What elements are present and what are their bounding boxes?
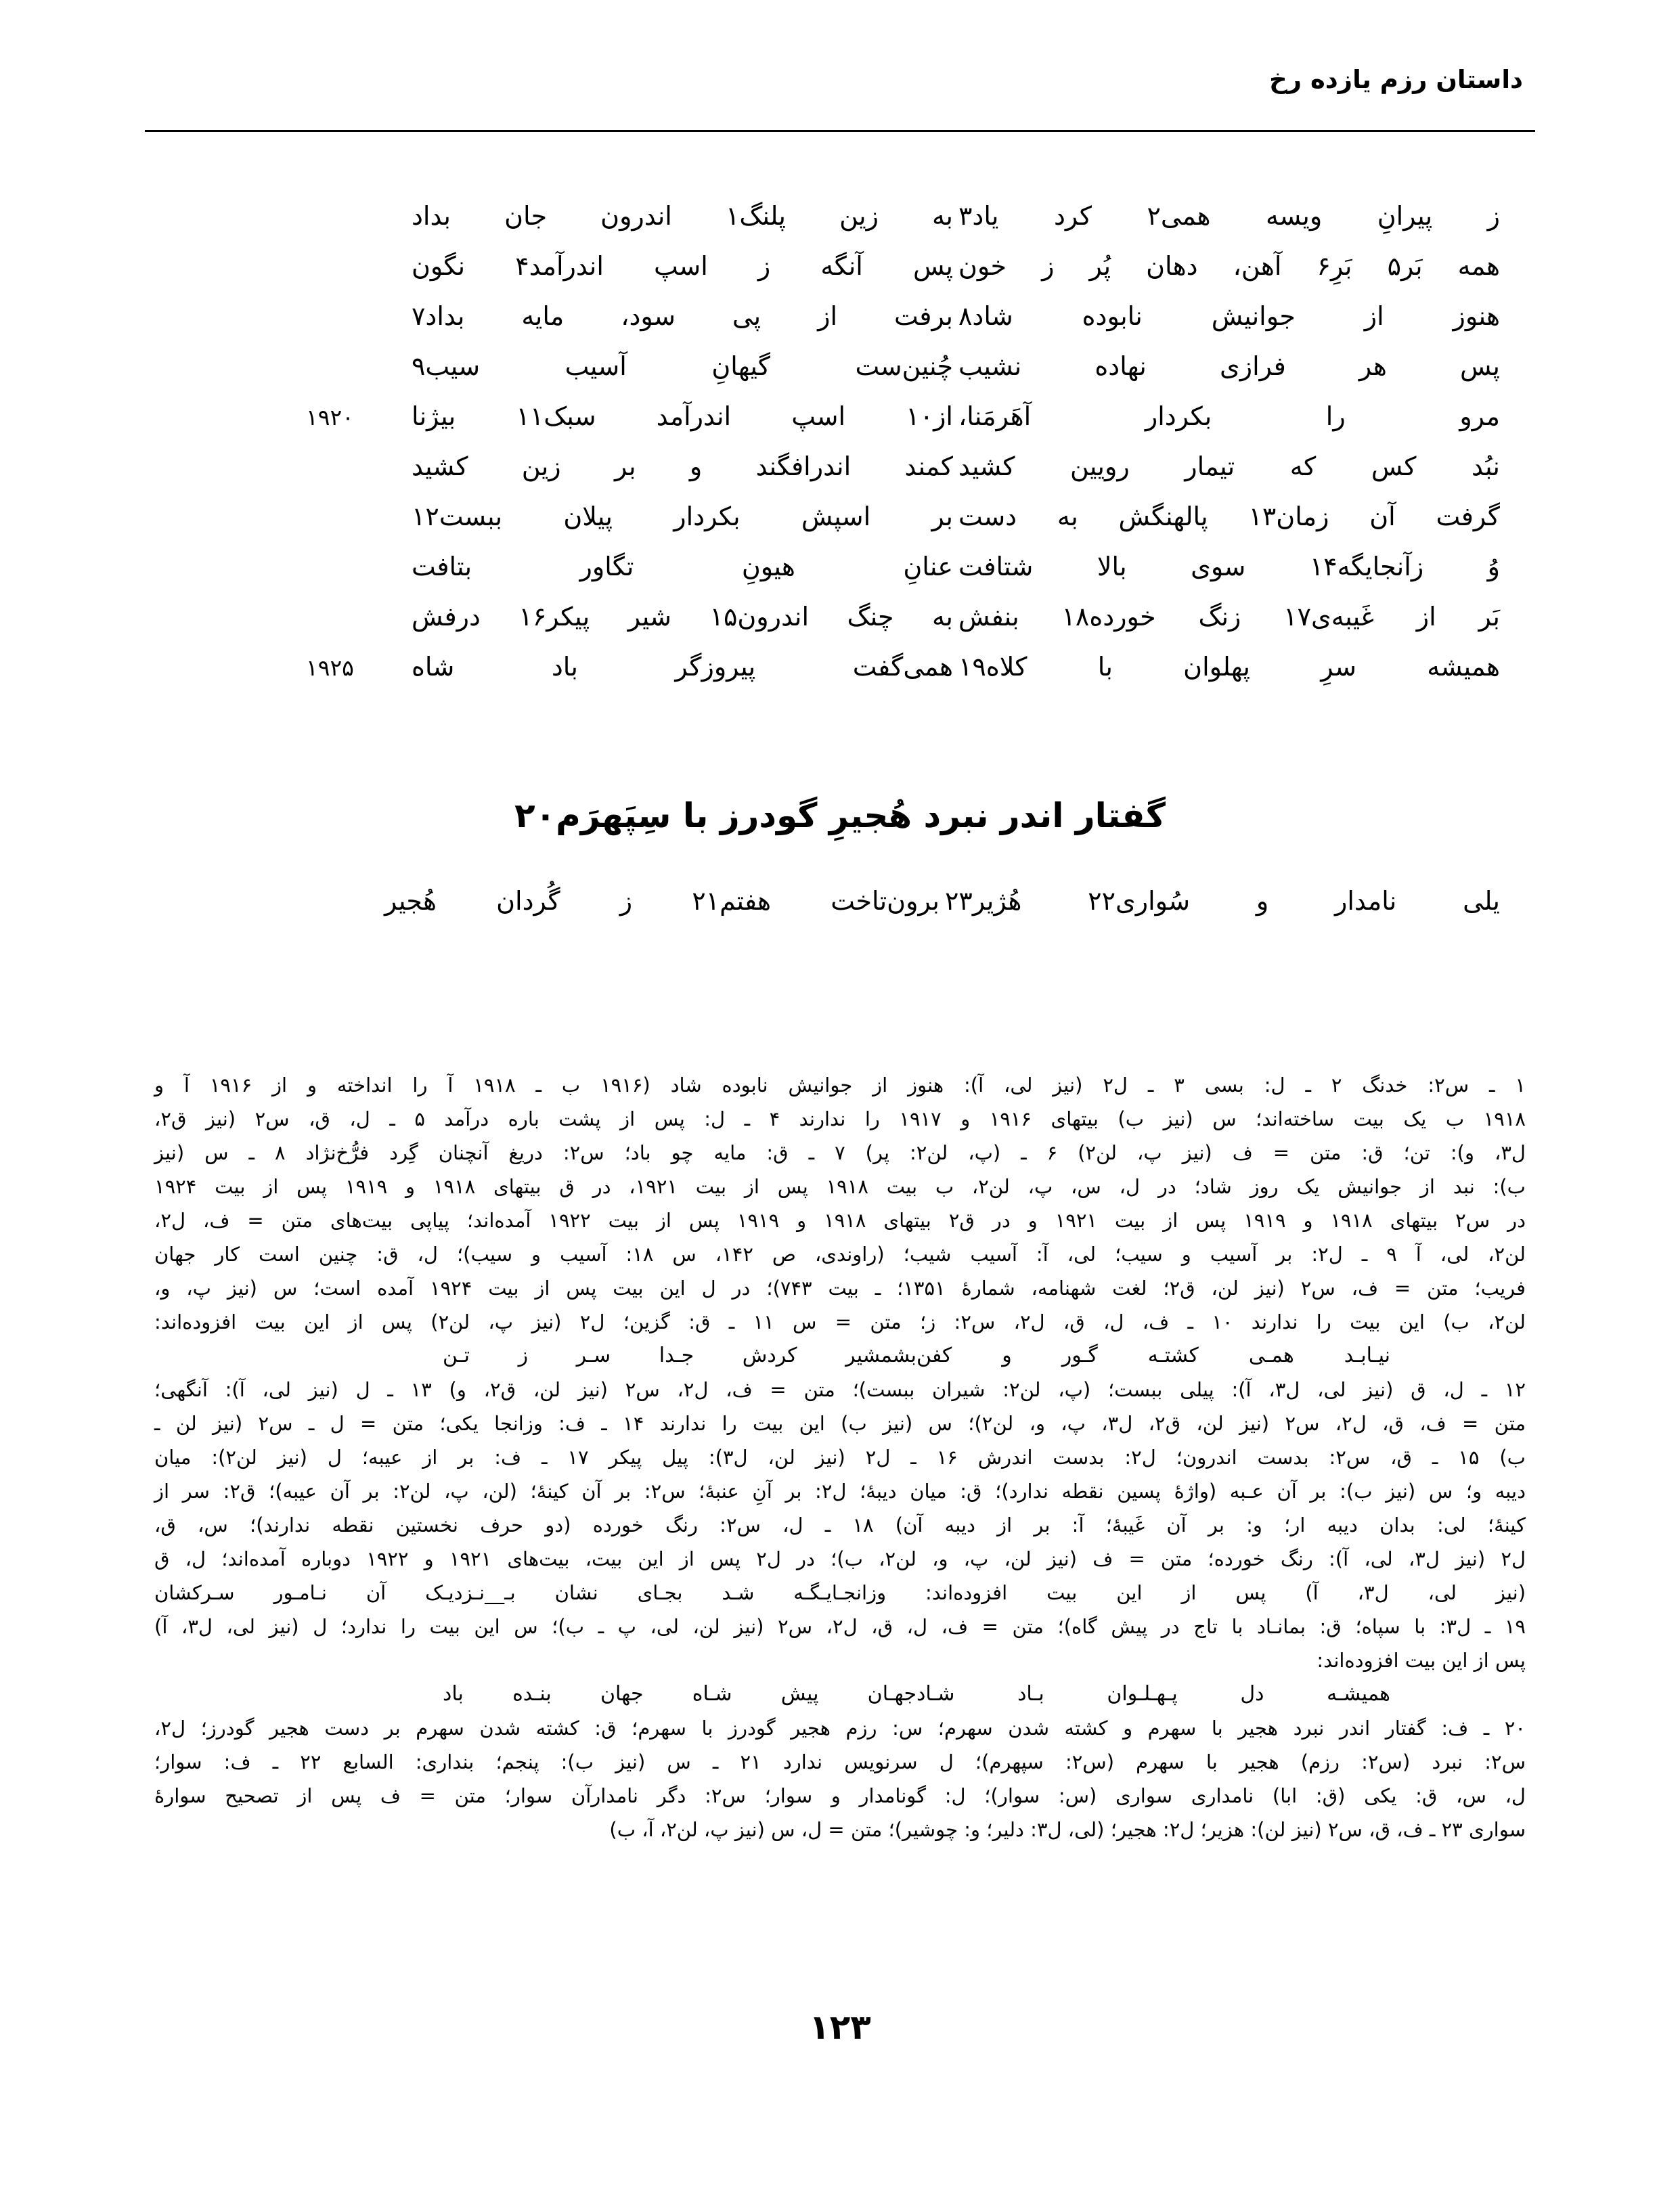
apparatus-line: ۲۰ ـ ف: گفتار اندر نبرد هجیر با سهرم و کشته شدن سهرم؛ س: رزم هجیر گودرز با سهرم؛ ق: کشته شدن سهرم بر دست هجیر گودرز؛ ل۲، [154,1717,1526,1740]
apparatus-line: ل، س، ق: یکی (ق: ابا) نامداری سواری (س: سوار)؛ ل: گونامدار و سوار؛ س۲: دگر نامدارآن سوار؛ متن = ف پس از تصحیح سوارهٔ [154,1784,1526,1807]
verse-block [157,203,1523,704]
hemistich-first: از۱۰ اسپ اندرآمد سبک۱۱ بیژنا [412,401,953,431]
apparatus-line: (نیز لی، ل۳، آ) پس از این بیت افزوده‌اند: وزانجـایـگـه شـد بجـای نشان بـ__نـزدیـک آن نـامـور سـرکشان [154,1581,1526,1604]
quoted-hemistich-second: نیـابـد همـی کشتـه گـور و کفن [916,1344,1390,1367]
hemistich-second: همه بَر۵ بَرِ۶ آهن، دهان پُر ز خون [958,251,1500,281]
verse-line [157,554,1523,604]
apparatus-quoted-verse [154,1677,1526,1711]
hemistich-second: وُ زآنجایگه۱۴ سوی بالا شتافت [958,552,1500,581]
apparatus-line: پس از این بیت افزوده‌اند: [1317,1649,1526,1672]
apparatus-line: ب): نبد از جوانیش یک روز شاد؛ در ل، س، پ، لن۲، ب بیت ۱۹۱۸ پس از بیت ۱۹۲۱، در ق بیتهای ۱۹۱۸ و ۱۹۱۹ پس از بیت ۱۹۲۴ [154,1175,1526,1198]
apparatus-line: سواری ۲۳ ـ ف، ق، س۲ (نیز لن): هزیر؛ ل۲: هجیر؛ (لی، ل۳: دلیر؛ و: چوشیر)؛ متن = ل، س (نیز پ، لن۲، آ، ب) [609,1818,1526,1841]
verse-line [157,253,1523,303]
apparatus-line: ۱۹ ـ ل۳: با سپاه؛ ق: بمانـاد با تاج در پیش گاه)؛ متن = ف، ل، ق، ل۲، س۲ (نیز لن، لی، پ ـ ب)؛ س این بیت را ندارد؛ ل (نیز لی، ل۳، آ) [154,1615,1526,1638]
verse-line [157,654,1523,704]
hemistich-second: یلی نامدار و سُواری۲۲ هُژیر۲۳ [945,886,1500,916]
hemistich-second: نبُد کس که تیمار رویین کشید [958,451,1500,481]
verse-line [157,203,1523,253]
hemistich-first: به زین پلنگ۱ اندرون جان بداد [412,201,953,231]
quoted-hemistich-second: همیشـه دل پـهـلـوان بـاد شـاد [916,1682,1390,1706]
hemistich-second: پس هر فرازی نهاده نشیب [958,351,1500,381]
apparatus-line: کینهٔ؛ لی: بدان دیبه ار؛ و: بر آن غَیبهٔ؛ آ: بر از دیبه آن) ۱۸ ـ ل، س۲: رنگ خورده (دو حرف نخستین نقطه ندارند)؛ س، ق، [154,1513,1526,1536]
apparatus-line: ۱۲ ـ ل، ق (نیز لی، ل۳، آ): پیلی ببست؛ (پ، لن۲: شیران ببست)؛ متن = ف، ل۲، س۲ (نیز لن، ق۲، و) ۱۳ ـ ل (نیز لی، آ): آنگهی؛ [154,1378,1526,1401]
hemistich-first: عنانِ هیونِ تگاور بتافت [412,552,953,581]
hemistich-second: مرو را بکردار آهَرمَنا، [958,401,1500,431]
hemistich-first: برون‌تاخت هفتم۲۱ ز گُردان هُجیر [384,886,940,916]
hemistich-second: گرفت آن زمان۱۳ پالهنگش به دست [958,502,1500,531]
hemistich-first: بر اسپش بکردار پیلان ببست۱۲ [412,502,953,531]
apparatus-line: دیبه و؛ س (نیز ب): بر آن عـبه (واژهٔ پسین نقطه ندارد)؛ ق: میان دیبهٔ؛ ل۲: بر آنِ عنبهٔ؛ س۲: بر آن کینهٔ؛ (لن، پ، لن۲: بر آن عیبه)؛ ق۲: سر از [154,1480,1526,1503]
quoted-hemistich-first: جهـان پیش شـاه جهان بنـده باد [443,1682,916,1706]
quoted-hemistich-first: بشمشیر کردش جـدا سـر ز تـن [443,1344,916,1367]
page-number: ۱۲۳ [809,2008,871,2047]
apparatus-line: در س۲ بیتهای ۱۹۱۸ و ۱۹۱۹ پس از بیت ۱۹۲۱ و در ق۲ بیتهای ۱۹۱۸ و ۱۹۱۹ پس از بیت ۱۹۲۲ آمده‌اند؛ پیاپی بیت‌های متن = ف، ل۲، [154,1209,1526,1232]
verse-line [157,353,1523,403]
hemistich-first: به چنگ اندرون۱۵ شیر پیکر۱۶ درفش [412,602,953,632]
hemistich-second: بَر از غَیبه‌ی۱۷ زنگ خورده۱۸ بنفش [958,602,1500,632]
hemistich-first: چُنین‌ست گیهانِ آسیب سیب۹ [412,351,953,381]
section-opening-verse [157,888,1523,915]
verse-line [157,403,1523,454]
apparatus-line: متن = ف، ق، ل۲، س۲ (نیز لن، ق۲، ل۳، پ، و، لن۲)؛ س (نیز ب) این بیت را ندارند ۱۴ ـ ف: وزانجا یکی؛ متن = ل ـ س۲ (نیز لن ـ [154,1412,1526,1435]
apparatus-line: فریب؛ متن = ف، س۲ (نیز لن، ق۲؛ لغت شهنامه، شمارهٔ ۱۳۵۱؛ ـ بیت ۷۴۳)؛ در ل این بیت پس از بیت ۱۹۲۴ آمده است؛ س (نیز پ، و، [154,1277,1526,1300]
hemistich-second: ز پیرانِ ویسه همی۲ کرد یاد۳ [958,201,1500,231]
hemistich-second: همیشه سرِ پهلوان با کلاه۱۹ [958,652,1500,682]
apparatus-line: لن۲، ب) این بیت را ندارند ۱۰ ـ ف، ل، ق، ل۲، س۲: ز؛ متن = س ۱۱ ـ ق: گزین؛ ل۲ (نیز پ، لن۲) پس از این بیت افزوده‌اند: [154,1310,1526,1333]
apparatus-line: س۲: نبرد (س۲: رزم) هجیر با سهرم (س۲: سپهرم)؛ ل سرنویس ندارد ۲۱ ـ س (نیز ب): پنجم؛ بنداری: السابع ۲۲ ـ ف: سوار؛ [154,1750,1526,1773]
hemistich-first: پس آنگه ز اسپ اندرآمد۴ نگون [412,251,953,281]
apparatus-quoted-verse [154,1339,1526,1373]
verse-line [157,604,1523,654]
apparatus-line: ۱ ـ س۲: خدنگ ۲ ـ ل: بسی ۳ ـ ل۲ (نیز لی، آ): هنوز از جوانیش نابوده شاد (۱۹۱۶ ب ـ ۱۹۱۸ آ را انداخته و از ۱۹۱۶ آ و [154,1074,1526,1097]
hemistich-first: کمند اندرافگند و بر زین کشید [412,451,953,481]
verse-number-spacer [276,888,384,915]
verse-line [157,303,1523,353]
section-heading: گفتار اندر نبرد هُجیرِ گودرز با سِپَهرَم۲۰ [514,796,1166,835]
hemistich-second: هنوز از جوانیش نابوده شاد۸ [958,301,1500,331]
verse-number: ۱۹۲۰ [306,404,354,430]
apparatus-line: ب) ۱۵ ـ ق، س۲: بدست اندرون؛ ل۲: بدست اندرش ۱۶ ـ ل۲ (نیز لن، ل۳): پیل پیکر ۱۷ ـ ف: بر از عیبه؛ ل (نیز لن۲): میان [154,1446,1526,1469]
running-header-title: داستان رزم یازده رخ [1269,65,1523,94]
verse-line [157,504,1523,554]
verse-line [157,451,1523,504]
hemistich-first: همی‌گفت پیروزگر باد شاه [412,652,953,682]
hemistich-first: برفت از پی سود، مایه بداد۷ [412,301,953,331]
apparatus-line: ل۲ (نیز ل۳، لی، آ): رنگ خورده؛ متن = ف (نیز لن، پ، و، لن۲، ب)؛ در ل۲ پس از این بیت، بیت‌های ۱۹۲۱ و ۱۹۲۲ دوباره آمده‌اند؛ ل، ق [154,1547,1526,1570]
apparatus-line: ل۳، و): تن؛ ق: متن = ف (نیز پ، لن۲) ۶ ـ (پ، لن۲: پر) ۷ ـ ق: مایه چو باد؛ س۲: دریغ آنچنان گِرد فرُّخ‌نژاد ۸ ـ س (نیز [154,1141,1526,1164]
critical-apparatus [154,1068,1526,1847]
apparatus-line: ۱۹۱۸ ب یک بیت ساخته‌اند؛ س (نیز ب) بیتهای ۱۹۱۶ و ۱۹۱۷ را ندارند ۴ ـ ل: پس از پشت باره درآمد ۵ ـ ل، ق، س۲ (نیز ق۲، [154,1107,1526,1130]
verse-number: ۱۹۲۵ [306,655,354,681]
apparatus-line: لن۲، لی، آ ۹ ـ ل۲: بر آسیب و سیب؛ لی، آ: آسیب شیب؛ (راوندی، ص ۱۴۲، س ۱۸: آسیب و سیب)؛ ل، ق: چنین است کار جهان [154,1243,1526,1266]
header-rule [145,130,1535,132]
